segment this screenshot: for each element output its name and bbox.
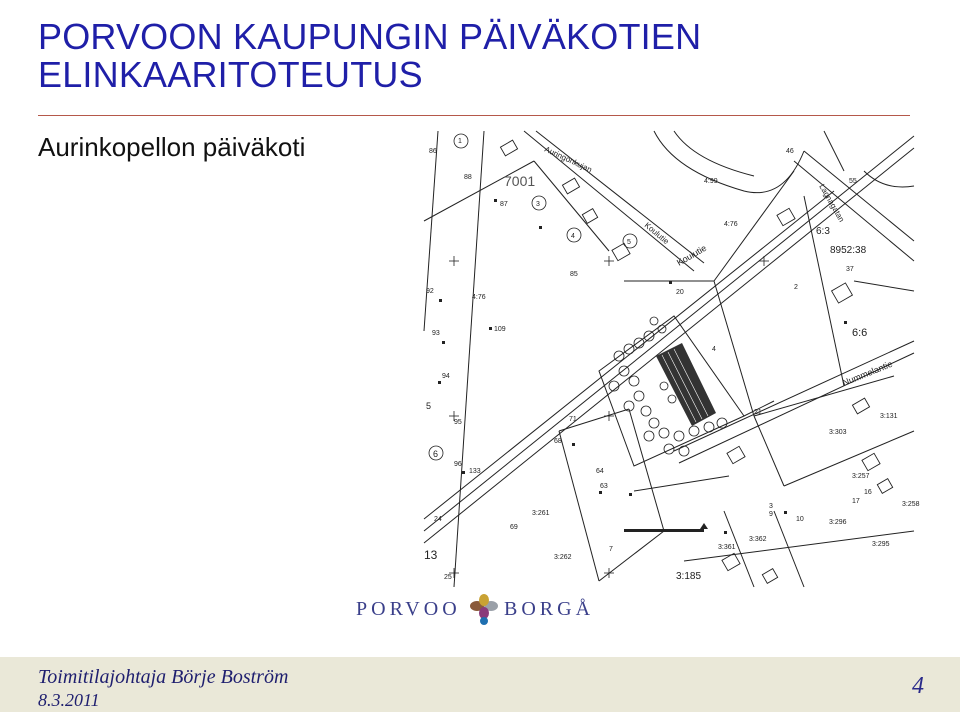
map-label-p3: 4 (571, 233, 575, 240)
page-number: 4 (912, 673, 924, 699)
logo-word-porvoo: PORVOO (356, 598, 461, 620)
map-label-6: 6 (433, 449, 439, 459)
map-label-86: 86 (429, 148, 437, 155)
map-label-p2: 3 (536, 201, 540, 208)
map-label-69: 69 (510, 524, 518, 531)
porvoo-borga-logo (356, 592, 606, 626)
map-label-24: 24 (434, 516, 442, 523)
map-label-6-3: 6:3 (816, 226, 830, 237)
map-label-63: 63 (600, 483, 608, 490)
slide-subtitle: Aurinkopellon päiväkoti (38, 132, 306, 162)
map-label-4-99: 4:99 (704, 178, 718, 185)
map-label-4-76b: 4:76 (724, 221, 738, 228)
map-label-5: 5 (426, 401, 432, 411)
map-label-koulutie-2: Koulutie (675, 242, 709, 268)
title-line-1: PORVOON KAUPUNGIN PÄIVÄKOTIEN (38, 16, 702, 57)
map-label-37: 37 (846, 266, 854, 273)
map-label-20: 20 (676, 289, 684, 296)
map-label-68: 68 (554, 438, 562, 445)
map-label-p4: 5 (627, 239, 631, 246)
map-label-64: 64 (596, 468, 604, 475)
map-label-109: 109 (494, 326, 506, 333)
map-label-3-262: 3:262 (554, 554, 572, 561)
map-label-133: 133 (469, 468, 481, 475)
map-label-71: 71 (569, 416, 577, 423)
footer-author: Toimitilajohtaja Börje Boström (38, 666, 289, 688)
map-label-3-131: 3:131 (880, 413, 898, 420)
map-label-8952-38: 8952:38 (830, 245, 867, 256)
map-label-55: 55 (849, 178, 857, 185)
map-label-3-185: 3:185 (676, 571, 702, 582)
footer-date: 8.3.2011 (38, 690, 100, 710)
map-label-7: 7 (609, 546, 613, 553)
map-label-9: 9 (769, 511, 773, 518)
map-label-93: 93 (432, 330, 440, 337)
map-label-3-361: 3:361 (718, 544, 736, 551)
map-label-46: 46 (786, 148, 794, 155)
map-label-4: 4 (712, 346, 716, 353)
map-label-3-303: 3:303 (829, 429, 847, 436)
map-label-94: 94 (442, 373, 450, 380)
map-label-4-76: 4:76 (472, 294, 486, 301)
map-label-nummelantie: Nummelantie (841, 358, 894, 388)
map-label-87: 87 (500, 201, 508, 208)
logo-flower-icon (466, 592, 502, 626)
map-label-95: 95 (454, 419, 462, 426)
logo-word-borga: BORGÅ (504, 598, 595, 620)
map-label-3-258: 3:258 (902, 501, 920, 508)
map-label-3-261: 3:261 (532, 510, 550, 517)
map-label-3-296: 3:296 (829, 519, 847, 526)
map-label-85: 85 (570, 271, 578, 278)
map-label-3-295: 3:295 (872, 541, 890, 548)
map-label-92: 92 (426, 288, 434, 295)
map-label-25: 25 (444, 574, 452, 581)
map-label-17: 17 (852, 498, 860, 505)
scale-bar (624, 523, 708, 532)
map-label-koulutie-1: Koulutie (642, 220, 671, 247)
title-line-2: ELINKAARITOTEUTUS (38, 54, 423, 95)
map-label-2: 2 (794, 284, 798, 291)
map-label-16: 16 (864, 489, 872, 496)
map-label-3: 3 (769, 503, 773, 510)
site-plan-map (424, 131, 920, 587)
map-label-auringonkujan: Auringonkujan (543, 144, 594, 175)
map-label-96: 96 (454, 461, 462, 468)
map-label-88: 88 (464, 174, 472, 181)
daycare-building (656, 343, 716, 426)
slide-footer (0, 657, 960, 712)
map-label-3-362: 3:362 (749, 536, 767, 543)
map-label-10: 10 (796, 516, 804, 523)
map-label-21: 21 (754, 409, 762, 416)
map-label-parcel-7001: 7001 (504, 173, 536, 189)
map-label-6-6: 6:6 (852, 327, 868, 339)
map-label-3-257: 3:257 (852, 473, 870, 480)
map-label-lagnagatan: Lagnagatan (817, 182, 847, 224)
map-label-p1: 1 (458, 138, 462, 145)
title-divider (38, 115, 910, 116)
map-label-13: 13 (424, 548, 438, 562)
slide-title (38, 18, 701, 94)
